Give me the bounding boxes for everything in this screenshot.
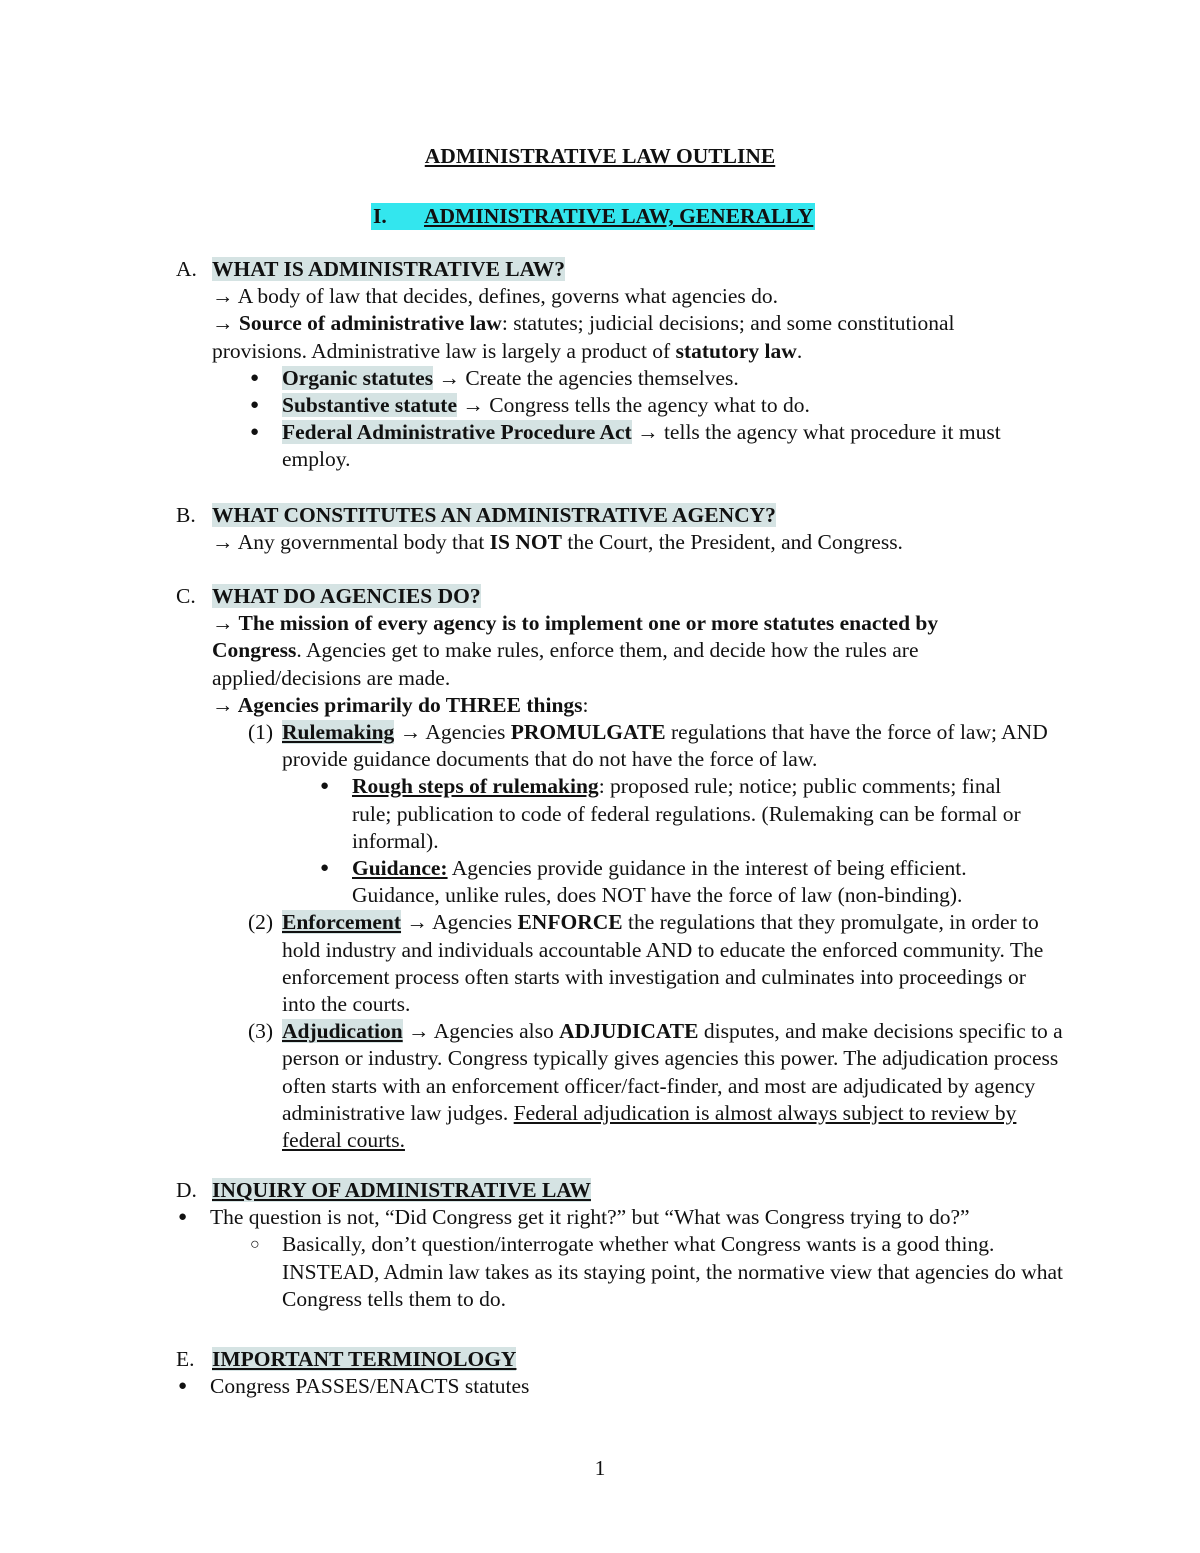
list-item: ● Federal Administrative Procedure Act → tells the agency what procedure it must employ. (250, 420, 1001, 472)
bullet-icon: ● (178, 1378, 188, 1395)
section-d-heading: INQUIRY OF ADMINISTRATIVE LAW (212, 1178, 591, 1202)
part-heading (371, 203, 815, 230)
list-item: ● Congress PASSES/ENACTS statutes (176, 1373, 1076, 1400)
hollow-bullet-icon: ○ (250, 1236, 260, 1254)
section-c-three: → Agencies primarily do THREE things: (212, 692, 589, 717)
list-item: ● Substantive statute → Congress tells the agency what to do. (248, 392, 1028, 419)
bullet-icon: ● (250, 369, 260, 386)
rulemaking-term: Rulemaking (282, 720, 395, 745)
section-a-source: → Source of administrative law: statutes; judicial decisions; and some constitutional provisions. Administrative law is largely a product of statutory law. (212, 311, 955, 363)
section-c-letter: C. (176, 584, 196, 608)
section-a-line1: → A body of law that decides, defines, governs what agencies do. (212, 284, 779, 309)
section-b-letter: B. (176, 503, 196, 527)
part-number: I. (373, 204, 387, 228)
section-a-letter: A. (176, 257, 197, 281)
bullet-icon: ● (320, 778, 330, 795)
list-item: ● Guidance: Agencies provide guidance in the interest of being efficient. Guidance, unlike rules, does NOT have the force of law (non-binding). (320, 856, 967, 908)
source-term: Source of administrative law (238, 311, 502, 336)
part-label: ADMINISTRATIVE LAW, GENERALLY (424, 204, 814, 228)
list-item: (3) Adjudication → Agencies also ADJUDICATE disputes, and make decisions specific to a person or industry. Congress typically gives agencies this power. The adjudication process often starts with an enforcement officer/fact-finder, and most are adjudicated by agency administrative law judges. Federal adjudication is almost always subject to review by federal courts. (248, 1019, 1063, 1153)
bullet-icon: ● (250, 397, 260, 414)
document-title: ADMINISTRATIVE LAW OUTLINE (424, 144, 776, 168)
section-b-heading: WHAT CONSTITUTES AN ADMINISTRATIVE AGENCY? (212, 503, 776, 527)
statutory-law-term: statutory law (675, 338, 797, 363)
section-d (176, 1177, 1076, 1313)
list-item: ○ Basically, don’t question/interrogate whether what Congress wants is a good thing. INSTEAD, Admin law takes as its staying point, the normative view that agencies do what Congress tells them to do. (250, 1232, 1064, 1311)
adjudication-term: Adjudication (282, 1019, 403, 1044)
section-c (176, 583, 1076, 1154)
section-e-heading: IMPORTANT TERMINOLOGY (212, 1347, 517, 1371)
section-b (176, 502, 1076, 556)
enforcement-term: Enforcement (282, 910, 402, 935)
list-item: (2) Enforcement → Agencies ENFORCE the regulations that they promulgate, in order to hold industry and individuals accountable AND to educate the enforced community. The enforcement process often starts with investigation and culminates into proceedings or into the courts. (248, 910, 1044, 1017)
list-item: (1) Rulemaking → Agencies PROMULGATE regulations that have the force of law; AND provide guidance documents that do not have the force of law. ● Rough steps of rulemaking: proposed rule; notice; public comments; final rule; publication to code of federal regulations. (Rulemaking can be formal or informal). ● Guidance: Agencies provide guidance in the interest of being efficient. Guidance, unlike rules, does NOT have the force of law (non-binding). (248, 719, 1062, 909)
section-c-heading: WHAT DO AGENCIES DO? (212, 584, 481, 608)
bullet-icon: ● (320, 860, 330, 877)
section-e (176, 1346, 1076, 1400)
bullet-icon: ● (178, 1209, 188, 1226)
section-a-heading: WHAT IS ADMINISTRATIVE LAW? (212, 257, 566, 281)
section-c-mission: → The mission of every agency is to implement one or more statutes enacted by Congress. Agencies get to make rules, enforce them, and decide how the rules are applied/decisions are made. (212, 611, 939, 690)
page-number: 1 (594, 1456, 606, 1480)
list-item: ● Rough steps of rulemaking: proposed rule; notice; public comments; final rule; publication to code of federal regulations. (Rulemaking can be formal or informal). (320, 774, 1021, 853)
bullet-icon: ● (250, 424, 260, 441)
section-d-letter: D. (176, 1178, 197, 1202)
section-e-letter: E. (176, 1347, 195, 1371)
section-b-text: → Any governmental body that IS NOT the Court, the President, and Congress. (212, 530, 903, 555)
list-item: ● The question is not, “Did Congress get it right?” but “What was Congress trying to do?” (176, 1204, 1090, 1231)
list-item: ● Organic statutes → Create the agencies themselves. (248, 365, 1028, 392)
section-a (176, 256, 1076, 474)
